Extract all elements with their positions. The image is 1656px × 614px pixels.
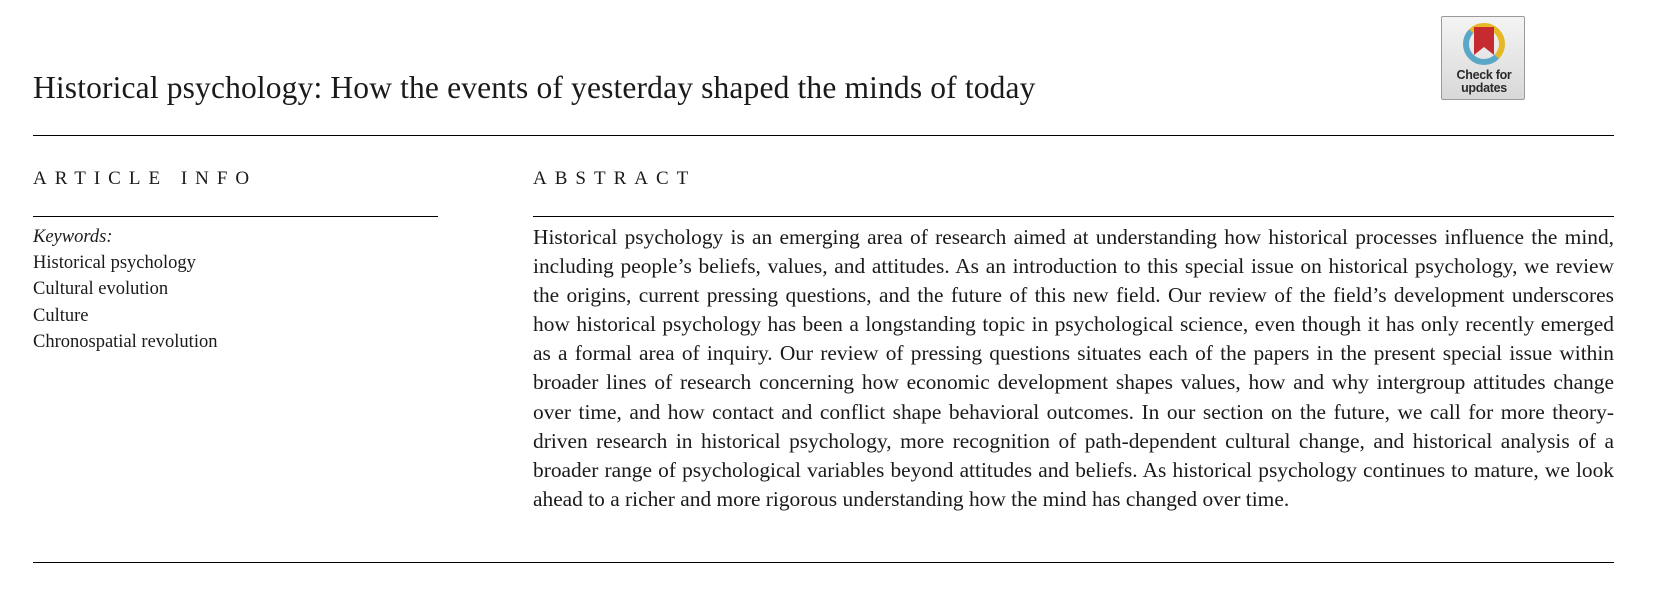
keyword-item: Cultural evolution — [33, 279, 169, 300]
keyword-item: Culture — [33, 305, 89, 326]
article-info-divider — [33, 216, 438, 217]
abstract-divider — [533, 216, 1614, 217]
check-for-updates-badge[interactable] — [1441, 16, 1525, 100]
abstract-heading: ABSTRACT — [533, 168, 697, 189]
title-divider — [33, 135, 1614, 136]
badge-line-2: updates — [1461, 80, 1507, 95]
article-info-heading: ARTICLE INFO — [33, 168, 258, 189]
keywords-label: Keywords: — [33, 227, 113, 247]
badge-line-1: Check for — [1456, 68, 1512, 82]
keywords-block — [33, 224, 217, 355]
keyword-item: Historical psychology — [33, 253, 196, 274]
check-for-updates-label — [1442, 69, 1526, 94]
bookmark-icon — [1474, 27, 1494, 55]
keyword-item: Chronospatial revolution — [33, 331, 218, 352]
article-title: Historical psychology: How the events of yesterday shaped the minds of today — [33, 70, 1036, 105]
bottom-divider — [33, 562, 1614, 563]
abstract-text: Historical psychology is an emerging area of research aimed at understanding how historical processes influence the mind, including people’s beliefs, values, and attitudes. As an introduction to this special issue on historical psychology, we review the origins, current pressing questions, and the future of this new field. Our review of the field’s development underscores how historical psychology has been a longstanding topic in psychological science, even though it has only recently emerged as a formal area of inquiry. Our review of pressing questions situates each of the papers in the present special issue within broader lines of research concerning how economic development shapes values, how and why intergroup attitudes change over time, and how contact and conflict shape behavioral outcomes. In our section on the future, we call for more theory-driven research in historical psychology, more recognition of path-dependent cultural change, and historical analysis of a broader range of psychological variables beyond attitudes and beliefs. As historical psychology continues to mature, we look ahead to a richer and more rigorous understanding how the mind has changed over time. — [533, 225, 1614, 511]
